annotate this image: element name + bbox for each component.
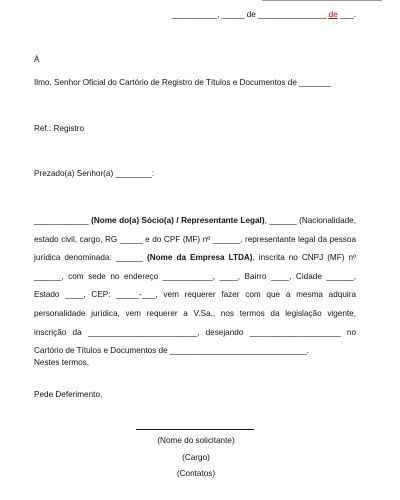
date-line-prefix: __________, _____ de _______________ [171,10,329,19]
closing-request: Pede Deferimento, [34,390,103,399]
company-name-placeholder: (Nome da Empresa LTDA) [147,253,253,263]
date-line-suffix: ___. [337,10,356,19]
signer-contacts: (Contatos) [176,469,216,478]
addressee-line: Ilmo. Senhor Oficial do Cartório de Registro de Títulos e Documentos de _______ [34,78,332,87]
salutation-to: À [34,55,40,64]
signer-role: (Cargo) [182,453,210,462]
body-seg-5: , inscrita no CNPJ (MF) nº ______, com sede no endereço ___________, ____, Bairro ____, Cidade ______, Estado ____, CEP: _____-___, vem requerer fazer com que a mesma adquira personalidade jurídica, vem requerer a V.Sa., nos termos da legislação vigente, inscrição da ________________________, desejando ____________________ no Cartório de Títulos e Documentos de ______________________________. [34,253,356,356]
request-body [34,212,356,361]
date-line [172,10,356,19]
body-seg-1: ____________ [34,216,92,225]
reference-line: Ref.: Registro [34,124,85,133]
signature-line [136,429,254,430]
body-seg-3: , ______ (Nacionalidade, estado civil, cargo, RG _____ e do CPF (MF) nº ______, representante legal da pessoa jurídica denominada: ______ [34,216,357,263]
signer-name: (Nome do solicitante) [157,436,235,445]
top-rule [262,0,382,1]
closing-terms: Nestes termos, [34,358,90,367]
partner-name-placeholder: (Nome do(a) Sócio(a) / Representante Legal) [91,216,265,225]
date-line-red-word: de [328,10,338,19]
greeting-line: Prezado(a) Senhor(a) ________: [34,169,155,178]
